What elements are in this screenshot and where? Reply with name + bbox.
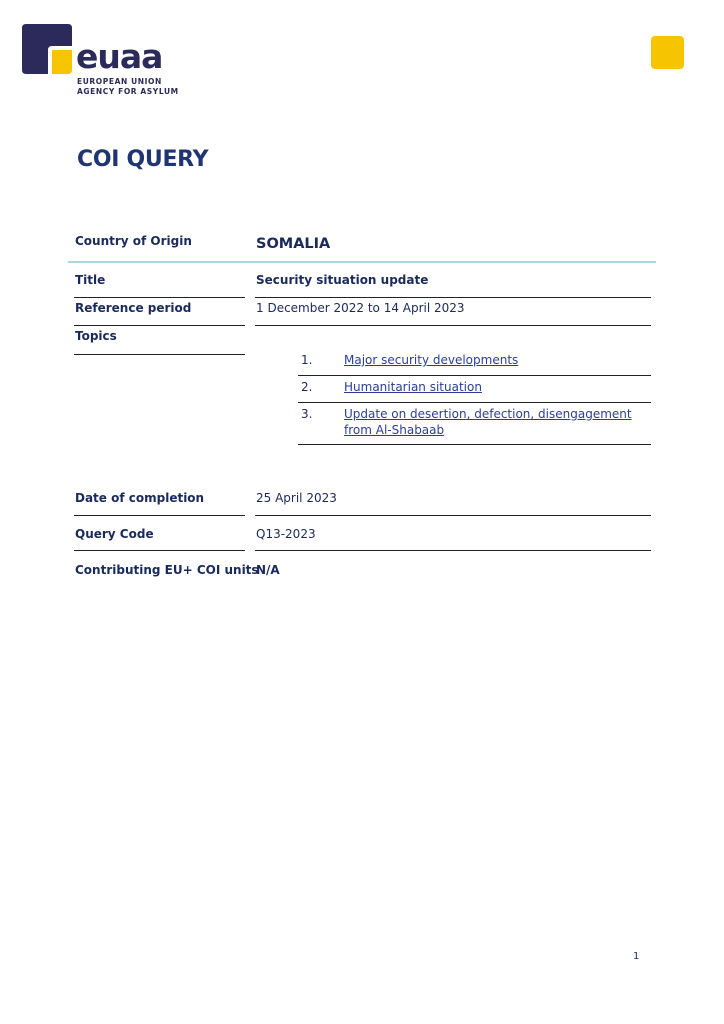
date-of-completion-value: 25 April 2023 [256,491,337,505]
topic-divider-2 [298,402,651,403]
page-number: 1 [633,951,640,962]
document-title: COI QUERY [77,147,209,172]
yellow-corner-square [651,36,684,69]
topic-divider-3 [298,444,651,445]
euaa-logo-mark-icon [22,24,72,74]
topic-number-2: 2. [301,380,313,394]
reference-divider-left [74,325,245,326]
country-value: SOMALIA [256,236,331,252]
topic-divider-1 [298,375,651,376]
country-label: Country of Origin [75,234,192,248]
reference-period-label: Reference period [75,301,192,315]
logo-subtitle-line2: AGENCY FOR ASYLUM [77,87,179,96]
query-code-value: Q13-2023 [256,527,316,541]
title-label: Title [75,273,106,287]
query-divider-right [255,550,651,551]
topic-number-1: 1. [301,353,313,367]
topic-number-3: 3. [301,407,313,421]
contributing-units-label: Contributing EU+ COI units [75,563,259,577]
contributing-units-value: N/A [256,563,280,577]
query-divider-left [74,550,245,551]
title-value: Security situation update [256,273,429,287]
reference-period-value: 1 December 2022 to 14 April 2023 [256,301,465,315]
date-divider-right [255,515,651,516]
topics-label: Topics [75,329,117,343]
date-divider-left [74,515,245,516]
topic-link-3-line1[interactable]: Update on desertion, defection, disengagement [344,407,632,421]
title-divider-right [255,297,651,298]
country-divider [68,261,656,263]
reference-divider-right [255,325,651,326]
euaa-logo [22,22,179,98]
query-code-label: Query Code [75,527,154,541]
topic-link-2[interactable]: Humanitarian situation [344,380,482,394]
topic-link-3-line2[interactable]: from Al-Shabaab [344,423,445,437]
title-divider-left [74,297,245,298]
date-of-completion-label: Date of completion [75,491,205,505]
logo-wordmark: euaa [76,37,163,76]
logo-subtitle-line1: EUROPEAN UNION [77,77,162,86]
topic-link-1[interactable]: Major security developments [344,353,519,367]
topics-divider-left [74,354,245,355]
